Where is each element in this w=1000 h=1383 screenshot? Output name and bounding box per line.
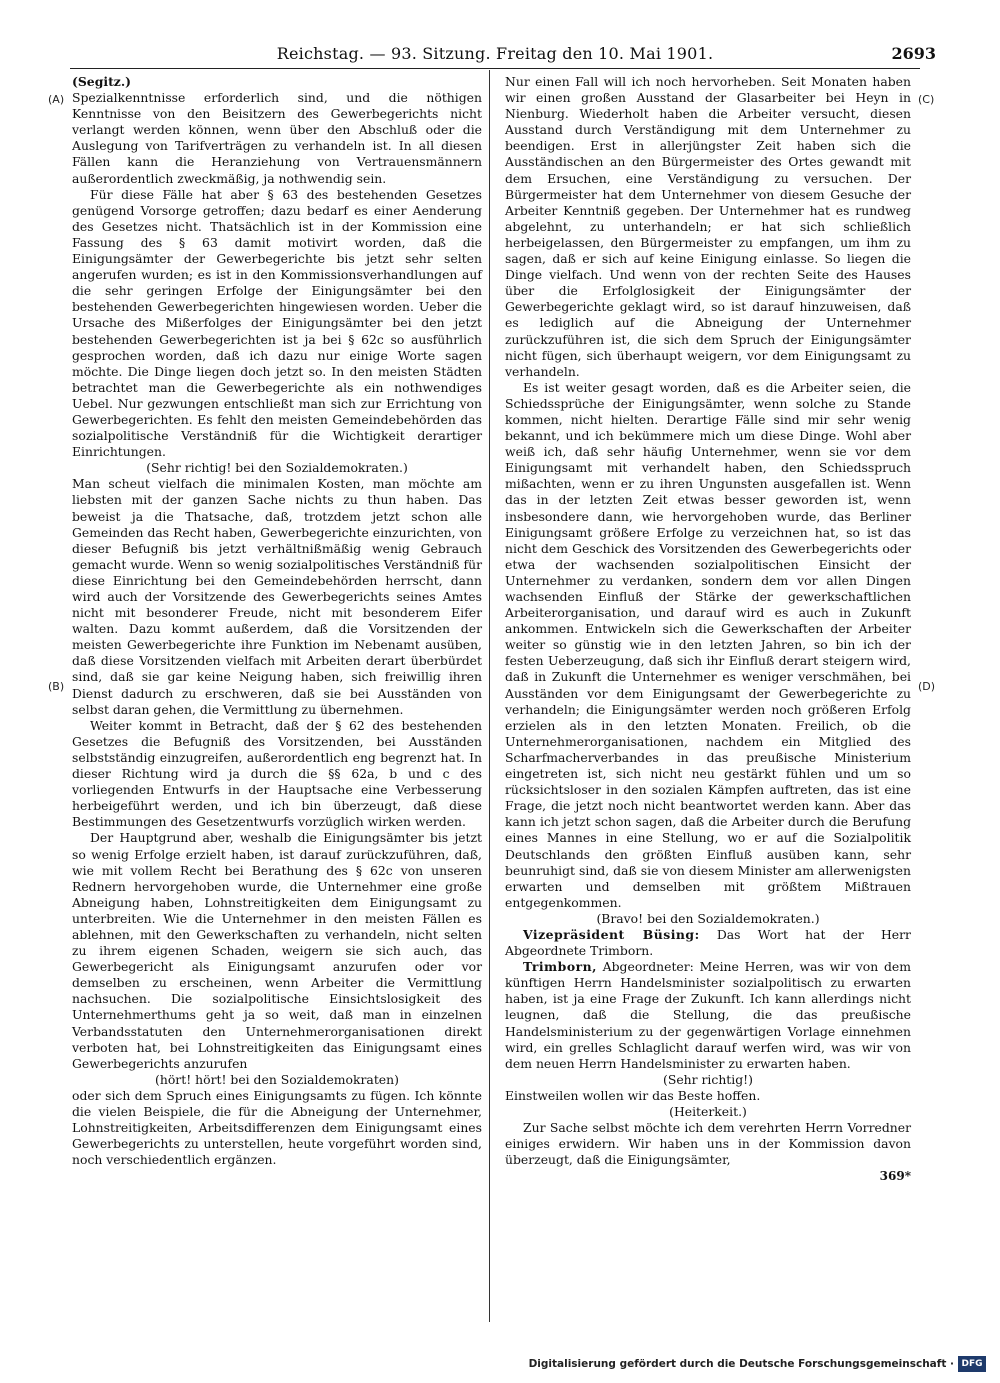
right-column [505,74,911,1184]
paragraph: Es ist weiter gesagt worden, daß es die Arbeiter seien, die Schiedssprüche der Einigungsämter, wenn solche zu Stande kommen, nicht hielten. Derartige Fälle sind mir sehr wenig bekannt, und ich bekümmere mich um diese Dinge. Wohl aber weiß ich, daß sehr häufig Unternehmer, wenn sie vor dem Einigungsamt mit verhandelt haben, den Schiedsspruch mißachten, wenn er zu ihren Ungunsten ausgefallen ist. Wenn das in der letzten Zeit etwas besser geworden ist, wenn insbesondere dann, wie hervorgehoben wurde, das Berliner Einigungsamt größere Erfolge zu verzeichnen hat, so ist das nicht dem Geschick des Vorsitzenden des Gewerbegerichts oder etwa der wachsenden sozialpolitischen Einsicht der Unternehmer zu verdanken, sondern dem vor allen Dingen wachsenden Einfluß der Stärke der gewerkschaftlichen Arbeiterorganisation, und darauf wird es auch in Zukunft ankommen. Entwickeln sich die Gewerkschaften der Arbeiter weiter so günstig wie in den letzten Jahren, so bin ich der festen Ueberzeugung, daß sich ihr Einfluß derart steigern wird, daß in Zukunft die Unternehmer es weniger verschmähen, bei Ausständen vor dem Einigungsamt der Gewerbegerichte zu verhandeln; die Einigungsämter werden noch größeren Erfolg erzielen als in den letzten Monaten. Freilich, ob die Unternehmerorganisationen, nachdem ein Mitglied des Scharfmacherverbandes in das preußische Ministerium eingetreten ist, sich nicht neu gestärkt fühlen und um so rücksichtsloser in den sozialen Kämpfen auftreten, das ist eine Frage, die jetzt noch nicht beantwortet werden kann. Aber das kann ich jetzt schon sagen, daß die Arbeiter durch die Berufung eines Mannes in eine Stellung, wo er auf die Sozialpolitik Deutschlands den größten Einfluß ausüben kann, sehr beunruhigt sind, daß sie von diesem Minister am allerwenigsten erwarten und demselben mit größtem Mißtrauen entgegenkommen. [505,379,911,910]
paragraph: Für diese Fälle hat aber § 63 des bestehenden Gesetzes genügend Vorsorge getroffen; dazu bedarf es einer Aenderung des Gesetzes nicht. Thatsächlich ist in der Kommission eine Fassung des § 63 damit motivirt worden, daß die Einigungsämter der Gewerbegerichte bis jetzt sehr selten angerufen wurden; es ist in den Kommissionsverhandlungen auf die sehr geringen Erfolge der Einigungsämter bei den bestehenden Gewerbegerichten hingewiesen worden. Ueber die Ursache des Mißerfolges der Einigungsämter bei den jetzt bestehenden Gewerbegerichten ist ja bei § 62c so ausführlich gesprochen worden, daß ich dazu nur einige Worte sagen möchte. Die Dinge liegen doch jetzt so. In den meisten Städten betrachtet man die Gewerbegerichte als ein nothwendiges Uebel. Nur gezwungen entschließt man sich zur Errichtung von Gewerbegerichten. Es fehlt den meisten Gemeindebehörden das sozialpolitische Verständniß für die Wichtigkeit derartiger Einrichtungen. [72,186,482,460]
page-number: 2693 [891,44,936,63]
paragraph: Man scheut vielfach die minimalen Kosten, man möchte am liebsten mit der ganzen Sache nichts zu thun haben. Das beweist ja die Thatsache, daß, trotzdem jetzt schon alle Gemeinden das Recht haben, Gewerbegerichte einzurichten, von dieser Befugniß bis jetzt verhältnißmäßig wenig Gebrauch gemacht wurde. Wenn so wenig sozialpolitisches Verständniß für diese Einrichtung bei den Gemeindebehörden herrscht, dann wird auch der Vorsitzende des Gewerbegerichts seines Amtes nicht mit besonderer Freude, nicht mit besonderem Eifer walten. Dazu kommt außerdem, daß die Vorsitzenden der meisten Gewerbegerichte ihre Funktion im Nebenamt ausüben, daß diese Vorsitzenden vielfach mit Arbeiten derart überbürdet sind, daß sie gar keine Neigung haben, sich freiwillig ihren Dienst dadurch zu erschweren, daß sie bei Ausständen von selbst daran gehen, die Vermittlung zu übernehmen. [72,476,482,717]
paragraph: Zur Sache selbst möchte ich dem verehrten Herrn Vorredner einiges erwidern. Wir haben uns in der Kommission davon überzeugt, daß die Einigungsämter, [505,1120,911,1168]
interjection: (Sehr richtig! bei den Sozialdemokraten.) [146,460,408,476]
paragraph: Weiter kommt in Betracht, daß der § 62 des bestehenden Gesetzes die Befugniß des Vorsitzenden, bei Ausständen selbstständig einzugreifen, außerordentlich eng begrenzt hat. In dieser Richtung wird ja durch die §§ 62a, b und c des vorliegenden Entwurfs in der Hauptsache eine Verbesserung herbeigeführt werden, und ich bin überzeugt, daß diese Bestimmungen des Gesetzentwurfs vorzüglich wirken werden. [72,717,482,830]
interjection: (hört! hört! bei den Sozialdemokraten) [155,1071,399,1087]
speech-text: Das Wort hat der Herr Abgeordnete Trimborn. [505,926,911,959]
paragraph: Einstweilen wollen wir das Beste hoffen. [505,1087,761,1103]
footer-credit: Digitalisierung gefördert durch die Deutsche Forschungsgemeinschaft · [528,1358,954,1370]
page-header [70,42,936,69]
column-divider [489,70,490,1322]
speech-paragraph [505,927,911,959]
left-column [72,74,482,1168]
paragraph: oder sich dem Spruch eines Einigungsamts zu fügen. Ich könnte die vielen Beispiele, die für die Abneigung der Unternehmer, Lohnstreitigkeiten, Arbeitsdifferenzen dem Einigungsamt eines Gewerbegerichts zu unterstellen, heute vorgeführt worden sind, noch verschiedentlich ergänzen. [72,1087,482,1168]
running-head: Reichstag. — 93. Sitzung. Freitag den 10. Mai 1901. [276,44,714,63]
dfg-logo: DFG [958,1356,986,1372]
margin-marker-a: (A) [48,93,65,106]
continuation-label: (Segitz.) [72,74,132,89]
speaker-name: Trimborn, [523,959,597,975]
paragraph: Spezialkenntnisse erforderlich sind, und die nöthigen Kenntnisse von den Beisitzern des Gewerbegerichts nicht verlangt werden können, wenn über den Abschluß oder die Auslegung von Tarifverträgen zu verhandeln ist. In all diesen Fällen kann die Heranziehung von Vertrauensmännern außerordentlich zweckmäßig, ja nothwendig sein. [72,90,482,186]
margin-marker-d: (D) [918,680,936,693]
margin-marker-c: (C) [918,93,935,106]
page-footer [0,1355,1000,1375]
interjection: (Bravo! bei den Sozialdemokraten.) [596,910,820,926]
interjection: (Sehr richtig!) [663,1071,753,1087]
signature-mark: 369* [879,1169,911,1184]
paragraph: Nur einen Fall will ich noch hervorheben. Seit Monaten haben wir einen großen Ausstand der Glasarbeiter bei Heyn in Nienburg. Wiederholt haben die Arbeiter versucht, diesen Ausstand durch Verständigung mit dem Unternehmer zu beendigen. Erst in allerjüngster Zeit haben sich die Ausständischen an den Bürgermeister des Ortes gewandt mit dem Ersuchen, eine Verständigung zu versuchen. Der Bürgermeister hat dem Unternehmer von diesem Gesuche der Arbeiter Kenntniß gegeben. Der Unternehmer hat es rundweg abgelehnt, zu unterhandeln; er hat sich schließlich herbeigelassen, den Bürgermeister zu empfangen, um ihm zu sagen, daß er sich auf keine Einigung einlasse. So liegen die Dinge vielfach. Und wenn von der rechten Seite des Hauses über die Erfolglosigkeit der Einigungsämter der Gewerbegerichte geklagt wird, so ist darauf hinzuweisen, daß es lediglich auf die Abneigung der Unternehmer zurückzuführen ist, die sich dem Spruch der Einigungsämter nicht fügen, sich überhaupt weigern, vor dem Einigungsamt zu verhandeln. [505,74,911,379]
speech-paragraph [505,959,911,1072]
interjection: (Heiterkeit.) [669,1104,747,1119]
margin-marker-b: (B) [48,680,65,693]
speaker-name: Vizepräsident Büsing: [523,926,700,942]
paragraph: Der Hauptgrund aber, weshalb die Einigungsämter bis jetzt so wenig Erfolge erzielt haben, ist darauf zurückzuführen, daß, wie mit vollem Recht bei Berathung des § 62c von unseren Rednern hervorgehoben wurde, die Unternehmer eine große Abneigung haben, Lohnstreitigkeiten dem Einigungsamt zu unterbreiten. Wie die Unternehmer in den meisten Fällen es ablehnen, mit den Gewerkschaften zu verhandeln, nicht selten zu ihrem eigenen Schaden, weigern sie sich auch, das Gewerbegericht als Einigungsamt anzurufen oder vor demselben zu erscheinen, wenn Arbeiter die Vermittlung nachsuchen. Die sozialpolitische Einsichtslosigkeit des Unternehmerthums geht ja so weit, daß man in einzelnen Verbandsstatuten den Unternehmerorganisationen direkt verboten hat, bei Lohnstreitigkeiten das Einigungsamt eines Gewerbegerichts anzurufen [72,830,482,1071]
speech-text: Abgeordneter: Meine Herren, was wir von dem künftigen Herrn Handelsminister sozialpolitisch zu erwarten haben, ist ja eine Frage der Zukunft. Ich kann allerdings nicht leugnen, daß die Stellung, die das preußische Handelsministerium zu der gegenwärtigen Vorlage einnehmen wird, ein grelles Schlaglicht darauf werfen wird, was wir von dem neuen Herrn Handelsminister zu erwarten haben. [505,959,911,1071]
